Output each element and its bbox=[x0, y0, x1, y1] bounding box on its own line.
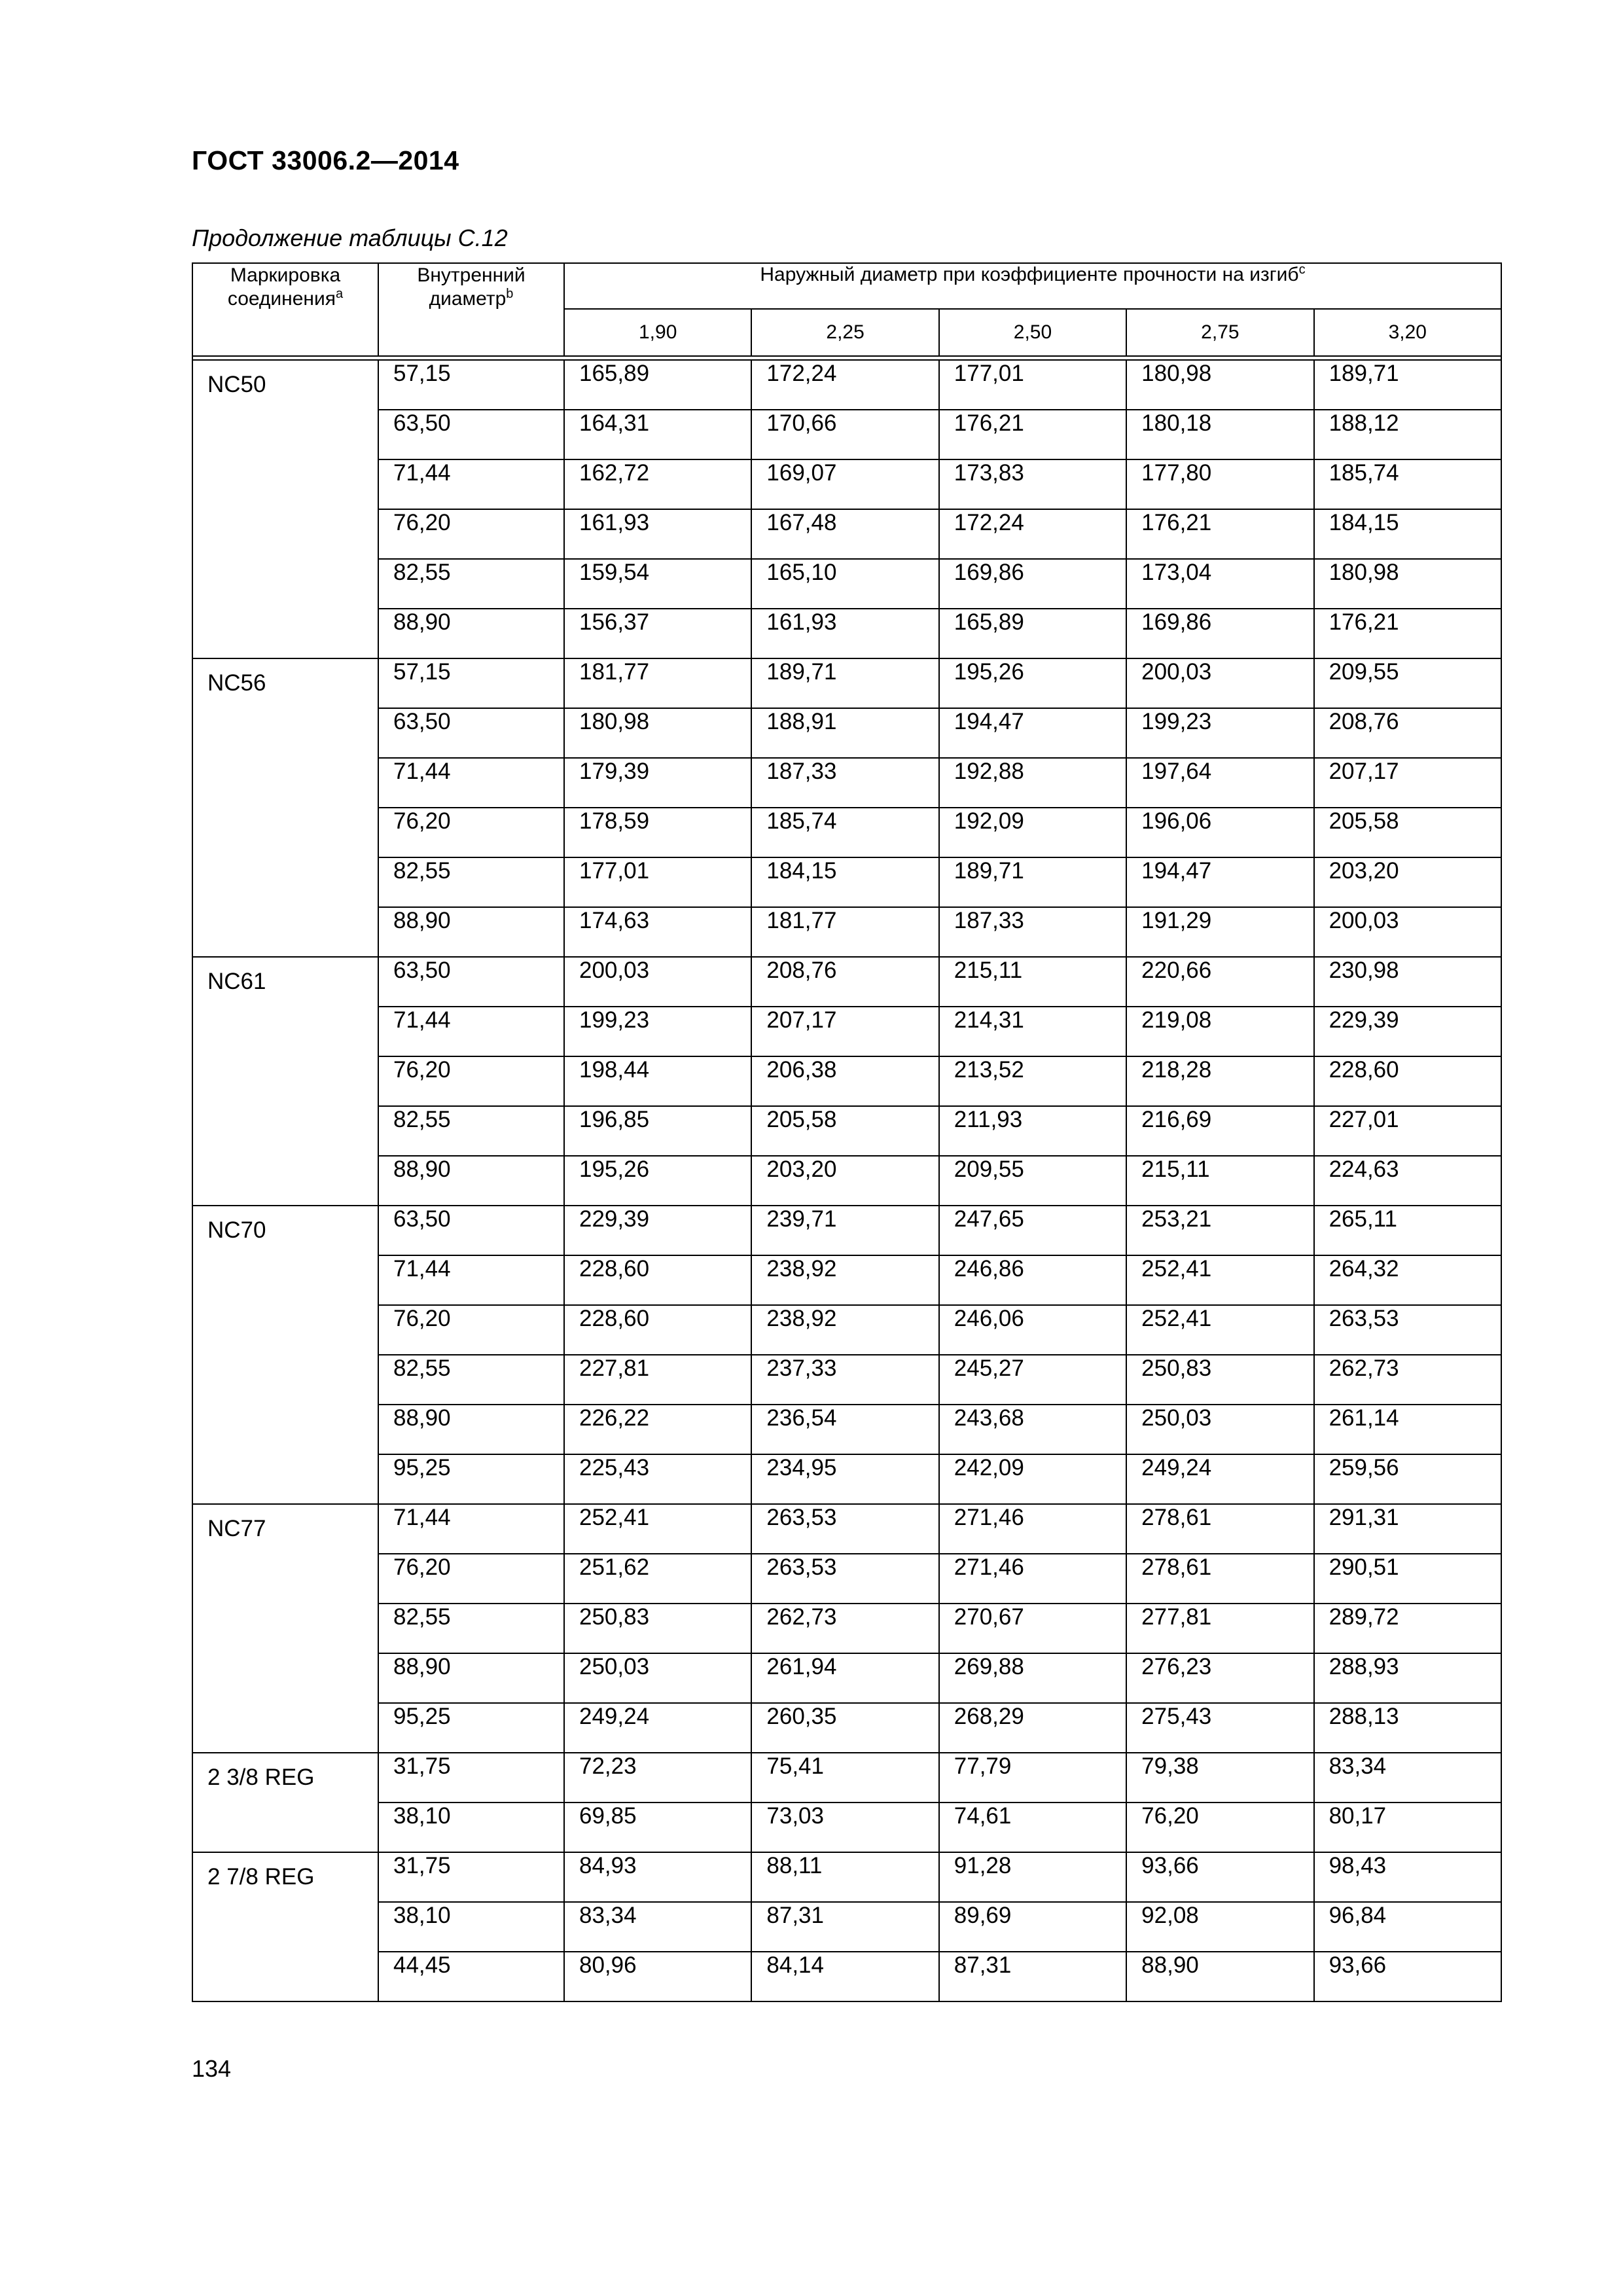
outer-diameter-cell: 74,61 bbox=[939, 1803, 1126, 1852]
outer-diameter-cell: 252,41 bbox=[1126, 1255, 1313, 1305]
outer-diameter-cell: 228,60 bbox=[564, 1305, 751, 1355]
table-row bbox=[192, 907, 1501, 957]
outer-diameter-cell: 275,43 bbox=[1126, 1703, 1313, 1753]
outer-diameter-cell: 278,61 bbox=[1126, 1554, 1313, 1604]
outer-diameter-cell: 173,83 bbox=[939, 459, 1126, 509]
outer-diameter-cell: 288,13 bbox=[1314, 1703, 1501, 1753]
table-row bbox=[192, 1007, 1501, 1056]
outer-diameter-cell: 172,24 bbox=[751, 360, 938, 410]
table-row bbox=[192, 1653, 1501, 1703]
outer-diameter-cell: 176,21 bbox=[1126, 509, 1313, 559]
outer-diameter-cell: 243,68 bbox=[939, 1405, 1126, 1454]
table-row bbox=[192, 708, 1501, 758]
inner-diameter-cell: 76,20 bbox=[378, 509, 564, 559]
outer-diameter-cell: 177,80 bbox=[1126, 459, 1313, 509]
outer-diameter-cell: 252,41 bbox=[564, 1504, 751, 1554]
outer-diameter-cell: 88,90 bbox=[1126, 1952, 1313, 2001]
outer-diameter-cell: 84,14 bbox=[751, 1952, 938, 2001]
outer-diameter-cell: 253,21 bbox=[1126, 1206, 1313, 1255]
outer-diameter-cell: 226,22 bbox=[564, 1405, 751, 1454]
outer-diameter-cell: 245,27 bbox=[939, 1355, 1126, 1405]
outer-diameter-cell: 170,66 bbox=[751, 410, 938, 459]
outer-diameter-cell: 249,24 bbox=[1126, 1454, 1313, 1504]
table-row bbox=[192, 1106, 1501, 1156]
outer-diameter-cell: 83,34 bbox=[1314, 1753, 1501, 1803]
inner-diameter-cell: 57,15 bbox=[378, 360, 564, 410]
outer-diameter-cell: 263,53 bbox=[751, 1504, 938, 1554]
inner-diameter-cell: 76,20 bbox=[378, 1056, 564, 1106]
table-row bbox=[192, 758, 1501, 808]
inner-diameter-cell: 71,44 bbox=[378, 1255, 564, 1305]
header-inner-text: Внутренний диаметр bbox=[417, 264, 526, 310]
outer-diameter-cell: 249,24 bbox=[564, 1703, 751, 1753]
outer-diameter-cell: 176,21 bbox=[939, 410, 1126, 459]
header-marking bbox=[192, 263, 378, 356]
outer-diameter-cell: 173,04 bbox=[1126, 559, 1313, 609]
outer-diameter-cell: 265,11 bbox=[1314, 1206, 1501, 1255]
table-row bbox=[192, 1355, 1501, 1405]
header-coefficient: 2,25 bbox=[751, 309, 938, 356]
inner-diameter-cell: 88,90 bbox=[378, 609, 564, 658]
outer-diameter-cell: 194,47 bbox=[939, 708, 1126, 758]
header-coefficient: 1,90 bbox=[564, 309, 751, 356]
outer-diameter-cell: 156,37 bbox=[564, 609, 751, 658]
outer-diameter-cell: 269,88 bbox=[939, 1653, 1126, 1703]
outer-diameter-cell: 289,72 bbox=[1314, 1604, 1501, 1653]
outer-diameter-cell: 215,11 bbox=[1126, 1156, 1313, 1206]
header-coefficient: 2,75 bbox=[1126, 309, 1313, 356]
outer-diameter-cell: 84,93 bbox=[564, 1852, 751, 1902]
header-marking-text: Маркировка соединения bbox=[227, 264, 341, 310]
outer-diameter-cell: 259,56 bbox=[1314, 1454, 1501, 1504]
table-row bbox=[192, 559, 1501, 609]
outer-diameter-cell: 260,35 bbox=[751, 1703, 938, 1753]
page-number: 134 bbox=[192, 2055, 232, 2082]
outer-diameter-cell: 263,53 bbox=[751, 1554, 938, 1604]
outer-diameter-cell: 180,18 bbox=[1126, 410, 1313, 459]
header-inner-diameter bbox=[378, 263, 564, 356]
outer-diameter-cell: 189,71 bbox=[751, 658, 938, 708]
connection-marking: NC77 bbox=[192, 1504, 378, 1753]
outer-diameter-cell: 205,58 bbox=[751, 1106, 938, 1156]
outer-diameter-cell: 239,71 bbox=[751, 1206, 938, 1255]
outer-diameter-cell: 75,41 bbox=[751, 1753, 938, 1803]
outer-diameter-cell: 169,07 bbox=[751, 459, 938, 509]
outer-diameter-cell: 180,98 bbox=[564, 708, 751, 758]
inner-diameter-cell: 63,50 bbox=[378, 1206, 564, 1255]
inner-diameter-cell: 31,75 bbox=[378, 1852, 564, 1902]
inner-diameter-cell: 95,25 bbox=[378, 1703, 564, 1753]
outer-diameter-cell: 220,66 bbox=[1126, 957, 1313, 1007]
outer-diameter-cell: 159,54 bbox=[564, 559, 751, 609]
outer-diameter-cell: 80,96 bbox=[564, 1952, 751, 2001]
outer-diameter-cell: 199,23 bbox=[564, 1007, 751, 1056]
outer-diameter-cell: 227,01 bbox=[1314, 1106, 1501, 1156]
outer-diameter-cell: 290,51 bbox=[1314, 1554, 1501, 1604]
outer-diameter-cell: 227,81 bbox=[564, 1355, 751, 1405]
table-row bbox=[192, 1255, 1501, 1305]
outer-diameter-cell: 187,33 bbox=[939, 907, 1126, 957]
table-row bbox=[192, 410, 1501, 459]
outer-diameter-cell: 214,31 bbox=[939, 1007, 1126, 1056]
table-row bbox=[192, 1852, 1501, 1902]
outer-diameter-cell: 228,60 bbox=[564, 1255, 751, 1305]
inner-diameter-cell: 71,44 bbox=[378, 1504, 564, 1554]
outer-diameter-cell: 196,06 bbox=[1126, 808, 1313, 857]
inner-diameter-cell: 63,50 bbox=[378, 957, 564, 1007]
outer-diameter-cell: 205,58 bbox=[1314, 808, 1501, 857]
outer-diameter-cell: 189,71 bbox=[1314, 360, 1501, 410]
outer-diameter-cell: 188,12 bbox=[1314, 410, 1501, 459]
outer-diameter-cell: 224,63 bbox=[1314, 1156, 1501, 1206]
table-row bbox=[192, 658, 1501, 708]
outer-diameter-cell: 229,39 bbox=[1314, 1007, 1501, 1056]
outer-diameter-cell: 263,53 bbox=[1314, 1305, 1501, 1355]
outer-diameter-cell: 192,09 bbox=[939, 808, 1126, 857]
outer-diameter-cell: 89,69 bbox=[939, 1902, 1126, 1952]
outer-diameter-cell: 219,08 bbox=[1126, 1007, 1313, 1056]
inner-diameter-cell: 95,25 bbox=[378, 1454, 564, 1504]
outer-diameter-cell: 225,43 bbox=[564, 1454, 751, 1504]
table-row bbox=[192, 459, 1501, 509]
outer-diameter-cell: 199,23 bbox=[1126, 708, 1313, 758]
inner-diameter-cell: 57,15 bbox=[378, 658, 564, 708]
outer-diameter-cell: 238,92 bbox=[751, 1305, 938, 1355]
outer-diameter-cell: 180,98 bbox=[1314, 559, 1501, 609]
outer-diameter-cell: 184,15 bbox=[1314, 509, 1501, 559]
outer-diameter-cell: 172,24 bbox=[939, 509, 1126, 559]
table-row bbox=[192, 1554, 1501, 1604]
outer-diameter-cell: 278,61 bbox=[1126, 1504, 1313, 1554]
outer-diameter-cell: 238,92 bbox=[751, 1255, 938, 1305]
table-row bbox=[192, 1156, 1501, 1206]
table-row bbox=[192, 1405, 1501, 1454]
inner-diameter-cell: 82,55 bbox=[378, 857, 564, 907]
header-coefficient: 2,50 bbox=[939, 309, 1126, 356]
table-body bbox=[192, 360, 1501, 2001]
outer-diameter-cell: 208,76 bbox=[1314, 708, 1501, 758]
outer-diameter-cell: 93,66 bbox=[1126, 1852, 1313, 1902]
outer-diameter-cell: 174,63 bbox=[564, 907, 751, 957]
document-title: ГОСТ 33006.2—2014 bbox=[192, 145, 459, 175]
outer-diameter-cell: 87,31 bbox=[751, 1902, 938, 1952]
outer-diameter-cell: 250,83 bbox=[564, 1604, 751, 1653]
inner-diameter-cell: 88,90 bbox=[378, 1405, 564, 1454]
table-row bbox=[192, 360, 1501, 410]
outer-diameter-cell: 218,28 bbox=[1126, 1056, 1313, 1106]
table-row bbox=[192, 1454, 1501, 1504]
inner-diameter-cell: 82,55 bbox=[378, 1106, 564, 1156]
outer-diameter-cell: 196,85 bbox=[564, 1106, 751, 1156]
inner-diameter-cell: 82,55 bbox=[378, 559, 564, 609]
outer-diameter-cell: 181,77 bbox=[564, 658, 751, 708]
outer-diameter-cell: 96,84 bbox=[1314, 1902, 1501, 1952]
outer-diameter-cell: 237,33 bbox=[751, 1355, 938, 1405]
inner-diameter-cell: 76,20 bbox=[378, 1305, 564, 1355]
outer-diameter-cell: 177,01 bbox=[564, 857, 751, 907]
outer-diameter-cell: 209,55 bbox=[1314, 658, 1501, 708]
outer-diameter-cell: 271,46 bbox=[939, 1554, 1126, 1604]
inner-diameter-cell: 38,10 bbox=[378, 1902, 564, 1952]
outer-diameter-cell: 165,89 bbox=[939, 609, 1126, 658]
outer-diameter-cell: 91,28 bbox=[939, 1852, 1126, 1902]
outer-diameter-cell: 206,38 bbox=[751, 1056, 938, 1106]
outer-diameter-cell: 79,38 bbox=[1126, 1753, 1313, 1803]
outer-diameter-cell: 161,93 bbox=[751, 609, 938, 658]
outer-diameter-cell: 264,32 bbox=[1314, 1255, 1501, 1305]
header-outer-text: Наружный диаметр при коэффициенте прочности на изгиб bbox=[760, 264, 1299, 285]
outer-diameter-cell: 228,60 bbox=[1314, 1056, 1501, 1106]
table-row bbox=[192, 1504, 1501, 1554]
table-row bbox=[192, 957, 1501, 1007]
outer-diameter-cell: 291,31 bbox=[1314, 1504, 1501, 1554]
outer-diameter-cell: 200,03 bbox=[564, 957, 751, 1007]
connection-marking: NC56 bbox=[192, 658, 378, 957]
inner-diameter-cell: 44,45 bbox=[378, 1952, 564, 2001]
outer-diameter-cell: 92,08 bbox=[1126, 1902, 1313, 1952]
inner-diameter-cell: 63,50 bbox=[378, 410, 564, 459]
inner-diameter-cell: 71,44 bbox=[378, 758, 564, 808]
outer-diameter-cell: 209,55 bbox=[939, 1156, 1126, 1206]
inner-diameter-cell: 88,90 bbox=[378, 1653, 564, 1703]
outer-diameter-cell: 252,41 bbox=[1126, 1305, 1313, 1355]
header-outer-footnote: c bbox=[1298, 262, 1306, 277]
inner-diameter-cell: 31,75 bbox=[378, 1753, 564, 1803]
table-row bbox=[192, 1952, 1501, 2001]
outer-diameter-cell: 161,93 bbox=[564, 509, 751, 559]
outer-diameter-cell: 230,98 bbox=[1314, 957, 1501, 1007]
outer-diameter-cell: 185,74 bbox=[751, 808, 938, 857]
inner-diameter-cell: 76,20 bbox=[378, 1554, 564, 1604]
outer-diameter-cell: 200,03 bbox=[1126, 658, 1313, 708]
outer-diameter-cell: 268,29 bbox=[939, 1703, 1126, 1753]
inner-diameter-cell: 88,90 bbox=[378, 907, 564, 957]
table-row bbox=[192, 609, 1501, 658]
outer-diameter-cell: 271,46 bbox=[939, 1504, 1126, 1554]
table-row bbox=[192, 1206, 1501, 1255]
outer-diameter-cell: 208,76 bbox=[751, 957, 938, 1007]
outer-diameter-cell: 76,20 bbox=[1126, 1803, 1313, 1852]
outer-diameter-cell: 246,06 bbox=[939, 1305, 1126, 1355]
outer-diameter-cell: 169,86 bbox=[1126, 609, 1313, 658]
outer-diameter-cell: 162,72 bbox=[564, 459, 751, 509]
outer-diameter-cell: 215,11 bbox=[939, 957, 1126, 1007]
header-outer-diameter-group bbox=[564, 263, 1501, 309]
table-row bbox=[192, 1803, 1501, 1852]
table-row bbox=[192, 1305, 1501, 1355]
outer-diameter-cell: 194,47 bbox=[1126, 857, 1313, 907]
outer-diameter-cell: 262,73 bbox=[751, 1604, 938, 1653]
outer-diameter-cell: 203,20 bbox=[751, 1156, 938, 1206]
outer-diameter-cell: 276,23 bbox=[1126, 1653, 1313, 1703]
inner-diameter-cell: 63,50 bbox=[378, 708, 564, 758]
outer-diameter-cell: 80,17 bbox=[1314, 1803, 1501, 1852]
outer-diameter-cell: 250,03 bbox=[564, 1653, 751, 1703]
table-caption: Продолжение таблицы С.12 bbox=[192, 224, 508, 251]
table-row bbox=[192, 808, 1501, 857]
connection-marking: NC70 bbox=[192, 1206, 378, 1504]
outer-diameter-cell: 261,14 bbox=[1314, 1405, 1501, 1454]
table-row bbox=[192, 1753, 1501, 1803]
table-row bbox=[192, 1703, 1501, 1753]
inner-diameter-cell: 82,55 bbox=[378, 1604, 564, 1653]
outer-diameter-cell: 261,94 bbox=[751, 1653, 938, 1703]
outer-diameter-cell: 164,31 bbox=[564, 410, 751, 459]
outer-diameter-cell: 207,17 bbox=[1314, 758, 1501, 808]
outer-diameter-cell: 288,93 bbox=[1314, 1653, 1501, 1703]
outer-diameter-cell: 73,03 bbox=[751, 1803, 938, 1852]
outer-diameter-cell: 229,39 bbox=[564, 1206, 751, 1255]
outer-diameter-cell: 262,73 bbox=[1314, 1355, 1501, 1405]
table-row bbox=[192, 1902, 1501, 1952]
outer-diameter-cell: 72,23 bbox=[564, 1753, 751, 1803]
table-header bbox=[192, 263, 1501, 360]
outer-diameter-cell: 270,67 bbox=[939, 1604, 1126, 1653]
outer-diameter-cell: 242,09 bbox=[939, 1454, 1126, 1504]
outer-diameter-cell: 250,83 bbox=[1126, 1355, 1313, 1405]
outer-diameter-cell: 176,21 bbox=[1314, 609, 1501, 658]
connection-marking: 2 3/8 REG bbox=[192, 1753, 378, 1852]
outer-diameter-cell: 180,98 bbox=[1126, 360, 1313, 410]
inner-diameter-cell: 71,44 bbox=[378, 1007, 564, 1056]
connection-marking: NC50 bbox=[192, 360, 378, 658]
outer-diameter-cell: 88,11 bbox=[751, 1852, 938, 1902]
table-row bbox=[192, 1604, 1501, 1653]
header-coefficient: 3,20 bbox=[1314, 309, 1501, 356]
outer-diameter-cell: 189,71 bbox=[939, 857, 1126, 907]
inner-diameter-cell: 38,10 bbox=[378, 1803, 564, 1852]
outer-diameter-cell: 69,85 bbox=[564, 1803, 751, 1852]
outer-diameter-cell: 203,20 bbox=[1314, 857, 1501, 907]
data-table bbox=[192, 262, 1502, 2002]
inner-diameter-cell: 71,44 bbox=[378, 459, 564, 509]
outer-diameter-cell: 191,29 bbox=[1126, 907, 1313, 957]
inner-diameter-cell: 88,90 bbox=[378, 1156, 564, 1206]
outer-diameter-cell: 98,43 bbox=[1314, 1852, 1501, 1902]
outer-diameter-cell: 169,86 bbox=[939, 559, 1126, 609]
outer-diameter-cell: 250,03 bbox=[1126, 1405, 1313, 1454]
outer-diameter-cell: 246,86 bbox=[939, 1255, 1126, 1305]
outer-diameter-cell: 87,31 bbox=[939, 1952, 1126, 2001]
outer-diameter-cell: 181,77 bbox=[751, 907, 938, 957]
header-marking-footnote: a bbox=[336, 287, 344, 301]
outer-diameter-cell: 216,69 bbox=[1126, 1106, 1313, 1156]
outer-diameter-cell: 77,79 bbox=[939, 1753, 1126, 1803]
table-row bbox=[192, 509, 1501, 559]
outer-diameter-cell: 197,64 bbox=[1126, 758, 1313, 808]
outer-diameter-cell: 178,59 bbox=[564, 808, 751, 857]
outer-diameter-cell: 93,66 bbox=[1314, 1952, 1501, 2001]
outer-diameter-cell: 165,89 bbox=[564, 360, 751, 410]
outer-diameter-cell: 165,10 bbox=[751, 559, 938, 609]
outer-diameter-cell: 211,93 bbox=[939, 1106, 1126, 1156]
outer-diameter-cell: 198,44 bbox=[564, 1056, 751, 1106]
outer-diameter-cell: 247,65 bbox=[939, 1206, 1126, 1255]
outer-diameter-cell: 184,15 bbox=[751, 857, 938, 907]
outer-diameter-cell: 207,17 bbox=[751, 1007, 938, 1056]
inner-diameter-cell: 76,20 bbox=[378, 808, 564, 857]
outer-diameter-cell: 177,01 bbox=[939, 360, 1126, 410]
table-row bbox=[192, 857, 1501, 907]
outer-diameter-cell: 236,54 bbox=[751, 1405, 938, 1454]
inner-diameter-cell: 82,55 bbox=[378, 1355, 564, 1405]
table-row bbox=[192, 1056, 1501, 1106]
outer-diameter-cell: 179,39 bbox=[564, 758, 751, 808]
outer-diameter-cell: 251,62 bbox=[564, 1554, 751, 1604]
outer-diameter-cell: 185,74 bbox=[1314, 459, 1501, 509]
outer-diameter-cell: 195,26 bbox=[939, 658, 1126, 708]
header-inner-footnote: b bbox=[506, 287, 514, 301]
outer-diameter-cell: 195,26 bbox=[564, 1156, 751, 1206]
outer-diameter-cell: 213,52 bbox=[939, 1056, 1126, 1106]
outer-diameter-cell: 187,33 bbox=[751, 758, 938, 808]
outer-diameter-cell: 192,88 bbox=[939, 758, 1126, 808]
outer-diameter-cell: 188,91 bbox=[751, 708, 938, 758]
connection-marking: 2 7/8 REG bbox=[192, 1852, 378, 2001]
outer-diameter-cell: 200,03 bbox=[1314, 907, 1501, 957]
connection-marking: NC61 bbox=[192, 957, 378, 1206]
outer-diameter-cell: 234,95 bbox=[751, 1454, 938, 1504]
outer-diameter-cell: 277,81 bbox=[1126, 1604, 1313, 1653]
outer-diameter-cell: 167,48 bbox=[751, 509, 938, 559]
outer-diameter-cell: 83,34 bbox=[564, 1902, 751, 1952]
